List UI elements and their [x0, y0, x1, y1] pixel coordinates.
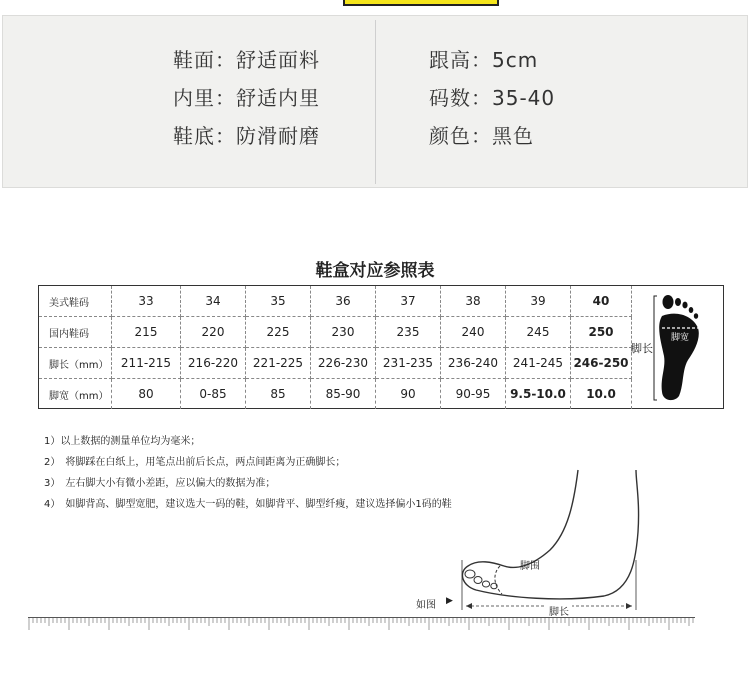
foot-length-label: 脚长 — [631, 342, 653, 355]
note-item: 4） 如脚背高、脚型宽肥，建议选大一码的鞋，如脚背平、脚型纤瘦，建议选择偏小1码的鞋 — [44, 499, 452, 510]
table-cell: 85 — [246, 379, 311, 410]
table-cell: 9.5-10.0 — [506, 379, 571, 410]
size-chart — [38, 285, 724, 409]
table-cell: 85-90 — [311, 379, 376, 410]
size-chart-title: 鞋盒对应参照表 — [315, 261, 435, 281]
spec-panel — [2, 15, 748, 188]
table-cell: 211-215 — [112, 348, 181, 379]
row-label: 脚长（mm） — [39, 348, 112, 379]
table-cell: 221-225 — [246, 348, 311, 379]
table-cell: 250 — [571, 317, 632, 348]
foot-width-label: 脚宽 — [670, 333, 690, 343]
table-cell: 37 — [376, 286, 441, 317]
table-cell: 226-230 — [311, 348, 376, 379]
table-cell: 0-85 — [181, 379, 246, 410]
table-row — [39, 379, 632, 410]
top-accent-tab — [343, 0, 499, 6]
table-cell: 235 — [376, 317, 441, 348]
size-table — [39, 286, 632, 409]
table-row — [39, 317, 632, 348]
table-cell: 236-240 — [441, 348, 506, 379]
spec-sole: 鞋底：防滑耐磨 — [173, 124, 320, 148]
table-row — [39, 286, 632, 317]
footprint-icon — [651, 292, 723, 404]
table-cell: 34 — [181, 286, 246, 317]
table-cell: 216-220 — [181, 348, 246, 379]
arrow-right-icon: ▶ — [446, 596, 453, 606]
table-cell: 90 — [376, 379, 441, 410]
note-item: 1）以上数据的测量单位均为毫米； — [44, 436, 201, 447]
table-cell: 231-235 — [376, 348, 441, 379]
table-cell: 240 — [441, 317, 506, 348]
row-label: 国内鞋码 — [39, 317, 112, 348]
table-cell: 35 — [246, 286, 311, 317]
table-cell: 33 — [112, 286, 181, 317]
spec-heel-height: 跟高：5cm — [429, 48, 539, 72]
table-cell: 40 — [571, 286, 632, 317]
table-cell: 230 — [311, 317, 376, 348]
table-cell: 36 — [311, 286, 376, 317]
notes-list — [44, 432, 452, 516]
row-label: 美式鞋码 — [39, 286, 112, 317]
spec-color: 颜色：黑色 — [429, 124, 534, 148]
note-item: 3） 左右脚大小有微小差距，应以偏大的数据为准； — [44, 478, 276, 489]
foot-girth-label: 脚围 — [520, 561, 540, 572]
table-cell: 80 — [112, 379, 181, 410]
diagram-foot-length-label: 脚长 — [546, 603, 572, 618]
table-cell: 38 — [441, 286, 506, 317]
table-cell: 245 — [506, 317, 571, 348]
note-item: 2） 将脚踩在白纸上，用笔点出前后长点，两点间距离为正确脚长； — [44, 457, 346, 468]
table-cell: 39 — [506, 286, 571, 317]
table-cell: 225 — [246, 317, 311, 348]
spec-sizes: 码数：35-40 — [429, 86, 556, 110]
table-cell: 10.0 — [571, 379, 632, 410]
foot-diagram — [440, 462, 660, 612]
table-cell: 90-95 — [441, 379, 506, 410]
spec-divider — [375, 20, 376, 184]
as-shown-label: 如图 — [416, 600, 436, 611]
spec-lining: 内里：舒适内里 — [173, 86, 320, 110]
table-cell: 215 — [112, 317, 181, 348]
table-cell: 246-250 — [571, 348, 632, 379]
table-row — [39, 348, 632, 379]
ruler — [28, 617, 695, 631]
table-cell: 220 — [181, 317, 246, 348]
table-cell: 241-245 — [506, 348, 571, 379]
row-label: 脚宽（mm） — [39, 379, 112, 410]
spec-upper: 鞋面：舒适面料 — [173, 48, 320, 72]
